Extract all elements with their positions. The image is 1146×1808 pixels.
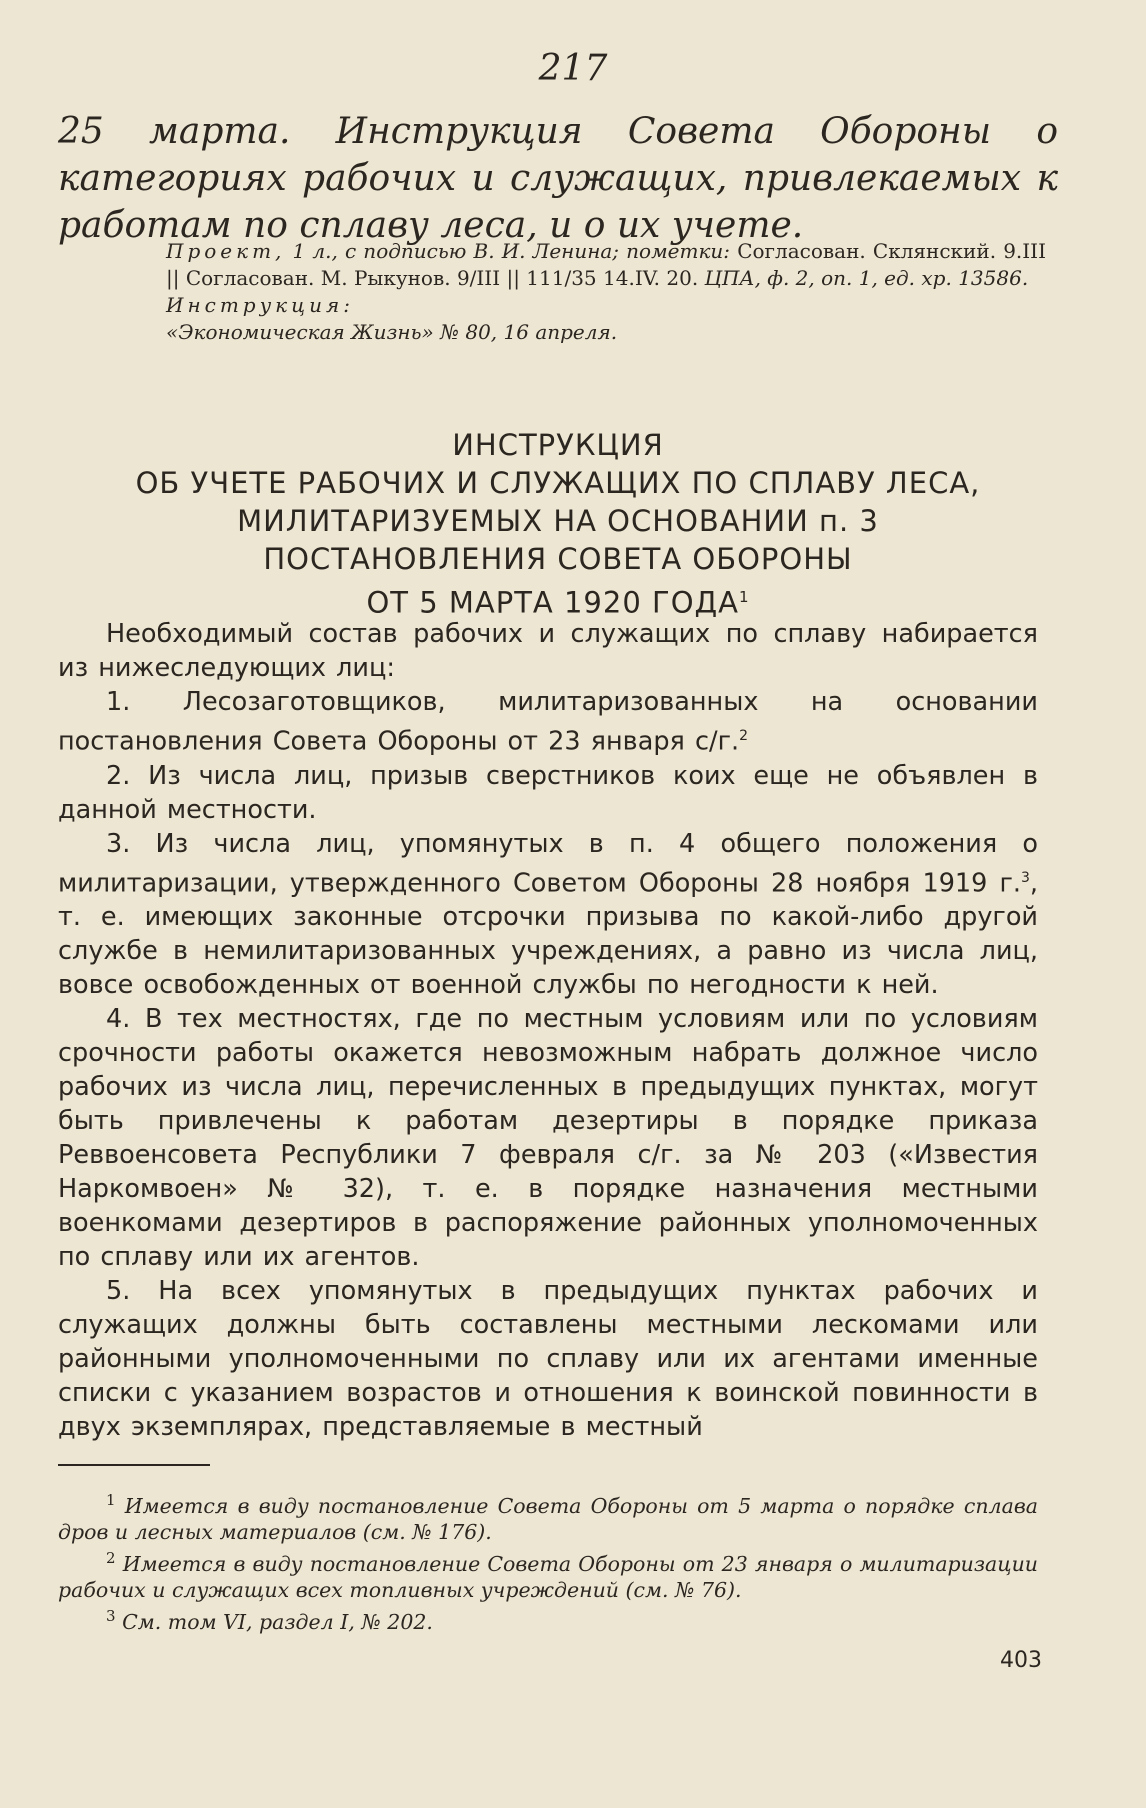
footnote-3-text: См. том VI, раздел I, № 202. xyxy=(122,1609,433,1634)
document-heading: 25 марта. Инструкция Совета Обороны о категориях рабочих и служащих, привлекаемых к работам по сплаву леса, и о их учете. xyxy=(58,111,1058,246)
footnote-1-mark: 1 xyxy=(106,1491,116,1509)
title-line-4: ПОСТАНОВЛЕНИЯ СОВЕТА ОБОРОНЫ xyxy=(263,542,853,576)
paragraph-5: 5. На всех упомянутых в предыдущих пунктах рабочих и служащих должны быть составлены местными лескомами или районными уполномоченными по сплаву или их агентами именные списки с указанием возрастов и отношения к воинской повинности в двух экземплярах, представляемые в местный xyxy=(58,1276,1038,1442)
title-line-5-text: ОТ 5 МАРТА 1920 ГОДА xyxy=(366,585,740,620)
paragraph-3 xyxy=(58,827,1038,1003)
title-line-3: МИЛИТАРИЗУЕМЫХ НА ОСНОВАНИИ п. 3 xyxy=(237,504,879,538)
title-line-1: ИНСТРУКЦИЯ xyxy=(452,428,664,462)
title-line-2: ОБ УЧЕТЕ РАБОЧИХ И СЛУЖАЩИХ ПО СПЛАВУ ЛЕСА, xyxy=(135,466,981,500)
footnote-3 xyxy=(58,1603,1038,1635)
source-draft-label: Проект, xyxy=(166,239,286,263)
page-number: 403 xyxy=(1000,1648,1042,1673)
paragraph-intro: Необходимый состав рабочих и служащих по сплаву набирается из нижеследующих лиц: xyxy=(58,619,1038,683)
source-note xyxy=(166,238,1046,346)
footnote-ref-1: 1 xyxy=(739,588,750,606)
paragraph-3-text-b: , т. е. имеющих законные отсрочки призыва по какой-либо другой службе в немилитаризованных учреждениях, а равно из числа лиц, вовсе освобожденных от военной службы по негодности к ней. xyxy=(58,868,1038,1000)
footnote-2-text: Имеется в виду постановление Совета Обороны от 23 января о милитаризации рабочих и служащих всех топливных учреждений (см. № 76). xyxy=(58,1551,1038,1602)
source-publication: «Экономическая Жизнь» № 80, 16 апреля. xyxy=(166,320,618,344)
source-instruction-label: Инструкция: xyxy=(166,293,354,317)
source-draft-desc: 1 л., с подписью В. И. Ленина; пометки: xyxy=(285,239,738,263)
footnote-divider xyxy=(58,1464,210,1466)
paragraph-1 xyxy=(58,685,1038,759)
source-archive: ЦПА, ф. 2, оп. 1, ед. хр. 13586. xyxy=(698,266,1029,290)
footnotes xyxy=(58,1487,1038,1634)
paragraph-4: 4. В тех местностях, где по местным условиям или по условиям срочности работы окажется невозможным набрать должное число рабочих из числа лиц, перечисленных в предыдущих пунктах, могут быть привлечены к работам дезертиры в порядке приказа Реввоенсовета Республики 7 февраля с/г. за № 203 («Известия Наркомвоен» № 32), т. е. в порядке назначения местными военкомами дезертиров в распоряжение районных уполномоченных по сплаву или их агентов. xyxy=(58,1004,1038,1272)
source-draft-marks: Согласован. Склянский. 9.III || Согласован. М. Рыкунов. 9/III || 111/35 14.IV. 20. xyxy=(166,239,1046,290)
document-number: 217 xyxy=(538,48,608,89)
paragraph-3-text-a: 3. Из числа лиц, упомянутых в п. 4 общего положения о милитаризации, утвержденного Советом Обороны 28 ноября 1919 г. xyxy=(58,828,1038,898)
footnote-1 xyxy=(58,1487,1038,1545)
paragraph-2: 2. Из числа лиц, призыв сверстников коих еще не объявлен в данной местности. xyxy=(58,760,1038,825)
footnote-ref-3: 3 xyxy=(1020,869,1030,886)
title-line-5 xyxy=(58,578,1058,622)
instruction-title xyxy=(58,426,1058,622)
footnote-1-text: Имеется в виду постановление Совета Обороны от 5 марта о порядке сплава дров и лесных материалов (см. № 176). xyxy=(58,1493,1038,1544)
instruction-body xyxy=(58,617,1038,1444)
source-line-draft xyxy=(166,238,1046,292)
footnote-ref-2: 2 xyxy=(739,728,749,744)
footnote-2-mark: 2 xyxy=(106,1548,116,1567)
paragraph-1-text: 1. Лесозаготовщиков, милитаризованных на основании постановления Совета Обороны от 23 января с/г. xyxy=(58,687,1038,757)
footnote-3-mark: 3 xyxy=(106,1606,116,1625)
footnote-2 xyxy=(58,1545,1038,1603)
